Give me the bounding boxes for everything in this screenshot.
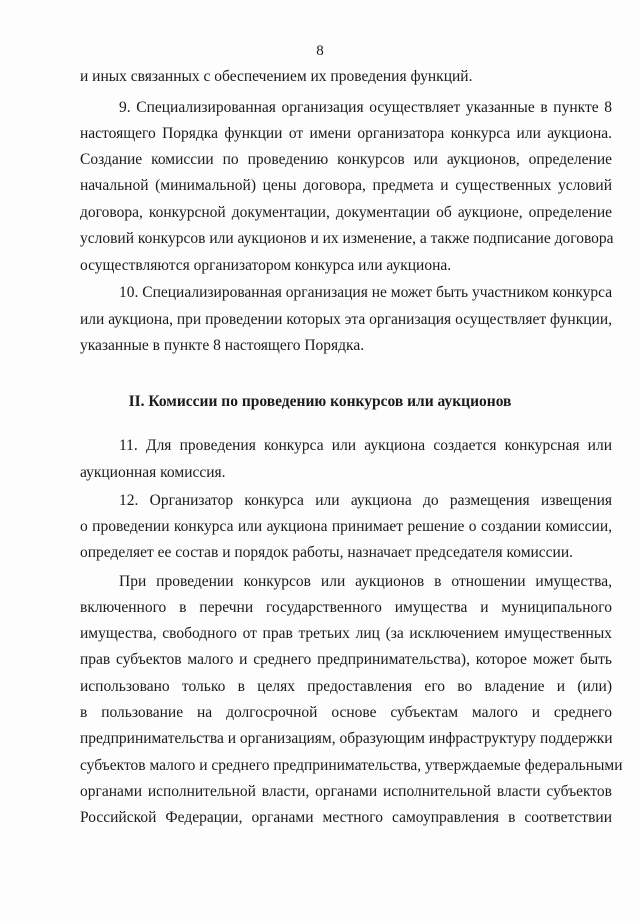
text-line: определяет ее состав и порядок работы, назначает председателя комиссии. bbox=[80, 544, 574, 561]
text-line: о проведении конкурса или аукциона принимает решение о создании комиссии, bbox=[80, 518, 612, 535]
text-line: договора, конкурсной документации, документации об аукционе, определение bbox=[80, 204, 612, 221]
text-line: При проведении конкурсов или аукционов в отношении имущества, bbox=[119, 573, 612, 590]
page-number: 8 bbox=[316, 43, 324, 59]
text-line: указанные в пункте 8 настоящего Порядка. bbox=[80, 337, 365, 354]
text-line: субъектов малого и среднего предпринимательства, утверждаемые федеральными bbox=[80, 757, 623, 774]
text-line: начальной (минимальной) цены договора, предмета и существенных условий bbox=[80, 177, 612, 194]
text-line: или аукциона, при проведении которых эта организация осуществляет функции, bbox=[80, 311, 612, 328]
text-line: осуществляются организатором конкурса или аукциона. bbox=[80, 257, 452, 274]
text-line: органами исполнительной власти, органами исполнительной власти субъектов bbox=[80, 783, 612, 800]
text-line: прав субъектов малого и среднего предпринимательства), которое может быть bbox=[80, 651, 612, 668]
text-line: аукционная комиссия. bbox=[80, 464, 226, 481]
text-line: Российской Федерации, органами местного самоуправления в соответствии bbox=[80, 809, 612, 826]
text-line: и иных связанных с обеспечением их проведения функций. bbox=[80, 68, 473, 85]
text-line: 10. Специализированная организация не может быть участником конкурса bbox=[119, 284, 613, 301]
text-line: включенного в перечни государственного имущества и муниципального bbox=[80, 599, 612, 616]
section-heading: II. Комиссии по проведению конкурсов или аукционов bbox=[128, 393, 512, 410]
text-line: условий конкурсов или аукционов и их изменение, а также подписание договора bbox=[80, 230, 614, 247]
text-line: использовано только в целях предоставления его во владение и (или) bbox=[80, 678, 612, 695]
text-line: Создание комиссии по проведению конкурсов или аукционов, определение bbox=[80, 151, 612, 168]
text-line: 11. Для проведения конкурса или аукциона создается конкурсная или bbox=[119, 437, 612, 454]
text-line: предпринимательства и организациям, образующим инфраструктуру поддержки bbox=[80, 730, 613, 747]
text-line: настоящего Порядка функции от имени организатора конкурса или аукциона. bbox=[80, 125, 612, 142]
text-line: 9. Специализированная организация осуществляет указанные в пункте 8 bbox=[119, 99, 612, 116]
text-line: имущества, свободного от прав третьих лиц (за исключением имущественных bbox=[80, 625, 612, 642]
text-line: в пользование на долгосрочной основе субъектам малого и среднего bbox=[80, 704, 612, 721]
text-line: 12. Организатор конкурса или аукциона до размещения извещения bbox=[119, 492, 612, 509]
